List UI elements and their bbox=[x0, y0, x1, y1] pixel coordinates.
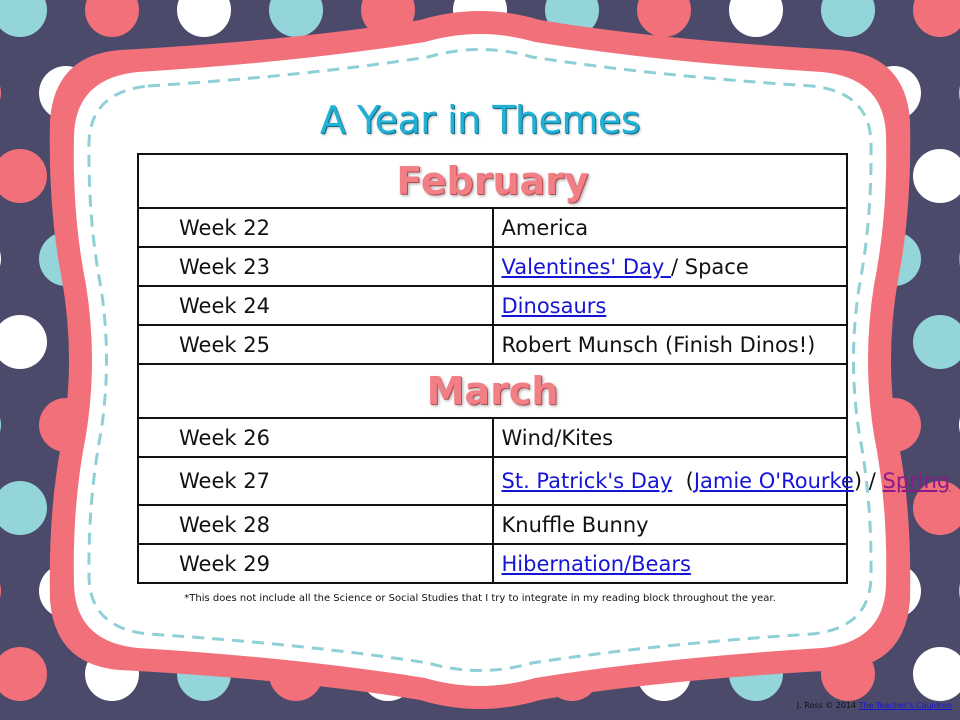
month-row-march bbox=[138, 364, 847, 418]
theme-cell bbox=[493, 325, 848, 364]
theme-link-jamie-orourke[interactable]: Jamie O'Rourke bbox=[693, 469, 854, 493]
theme-link-spring[interactable]: Spring bbox=[882, 469, 951, 493]
credit-prefix: J. Ross © 2014 bbox=[796, 701, 859, 710]
week-label: Week 27 bbox=[138, 457, 493, 505]
theme-link-valentines[interactable]: Valentines' Day bbox=[501, 254, 671, 279]
themes-table bbox=[137, 153, 951, 584]
month-heading: February bbox=[138, 154, 847, 208]
week-label: Week 22 bbox=[138, 208, 493, 247]
theme-cell bbox=[493, 286, 848, 325]
week-label: Week 24 bbox=[138, 286, 493, 325]
theme-cell bbox=[493, 505, 848, 544]
theme-cell bbox=[493, 544, 848, 583]
theme-text: Wind/Kites bbox=[501, 425, 614, 450]
footnote: *This does not include all the Science or Social Studies that I try to integrate in my reading block throughout the year. bbox=[184, 593, 776, 604]
theme-text: ( bbox=[672, 469, 694, 493]
table-row bbox=[138, 325, 847, 364]
theme-text: / Space bbox=[671, 254, 749, 279]
table-row bbox=[138, 418, 847, 457]
credit-link[interactable]: The Teacher's Cauldron bbox=[858, 701, 952, 710]
table-row bbox=[138, 286, 847, 325]
theme-link-st-patricks[interactable]: St. Patrick's Day bbox=[501, 469, 673, 493]
theme-text: America bbox=[501, 215, 589, 240]
week-label: Week 26 bbox=[138, 418, 493, 457]
week-label: Week 25 bbox=[138, 325, 493, 364]
table-row bbox=[138, 505, 847, 544]
page-title: A Year in Themes bbox=[319, 98, 641, 142]
theme-text: Robert Munsch (Finish Dinos!) bbox=[501, 332, 816, 357]
theme-cell bbox=[493, 457, 951, 505]
theme-cell bbox=[493, 247, 848, 286]
theme-cell bbox=[493, 418, 848, 457]
theme-text: ) / bbox=[853, 469, 883, 493]
week-label: Week 28 bbox=[138, 505, 493, 544]
month-heading: March bbox=[138, 364, 847, 418]
theme-link-hibernation[interactable]: Hibernation/Bears bbox=[501, 551, 691, 576]
table-row bbox=[138, 247, 847, 286]
week-label: Week 23 bbox=[138, 247, 493, 286]
theme-link-dinosaurs[interactable]: Dinosaurs bbox=[501, 293, 607, 318]
month-row-february bbox=[138, 154, 847, 208]
week-label: Week 29 bbox=[138, 544, 493, 583]
theme-cell bbox=[493, 208, 848, 247]
credit-line bbox=[797, 701, 952, 710]
theme-text: Knuffle Bunny bbox=[501, 512, 649, 537]
table-row bbox=[138, 208, 847, 247]
table-row bbox=[138, 544, 847, 583]
table-row bbox=[138, 457, 847, 505]
